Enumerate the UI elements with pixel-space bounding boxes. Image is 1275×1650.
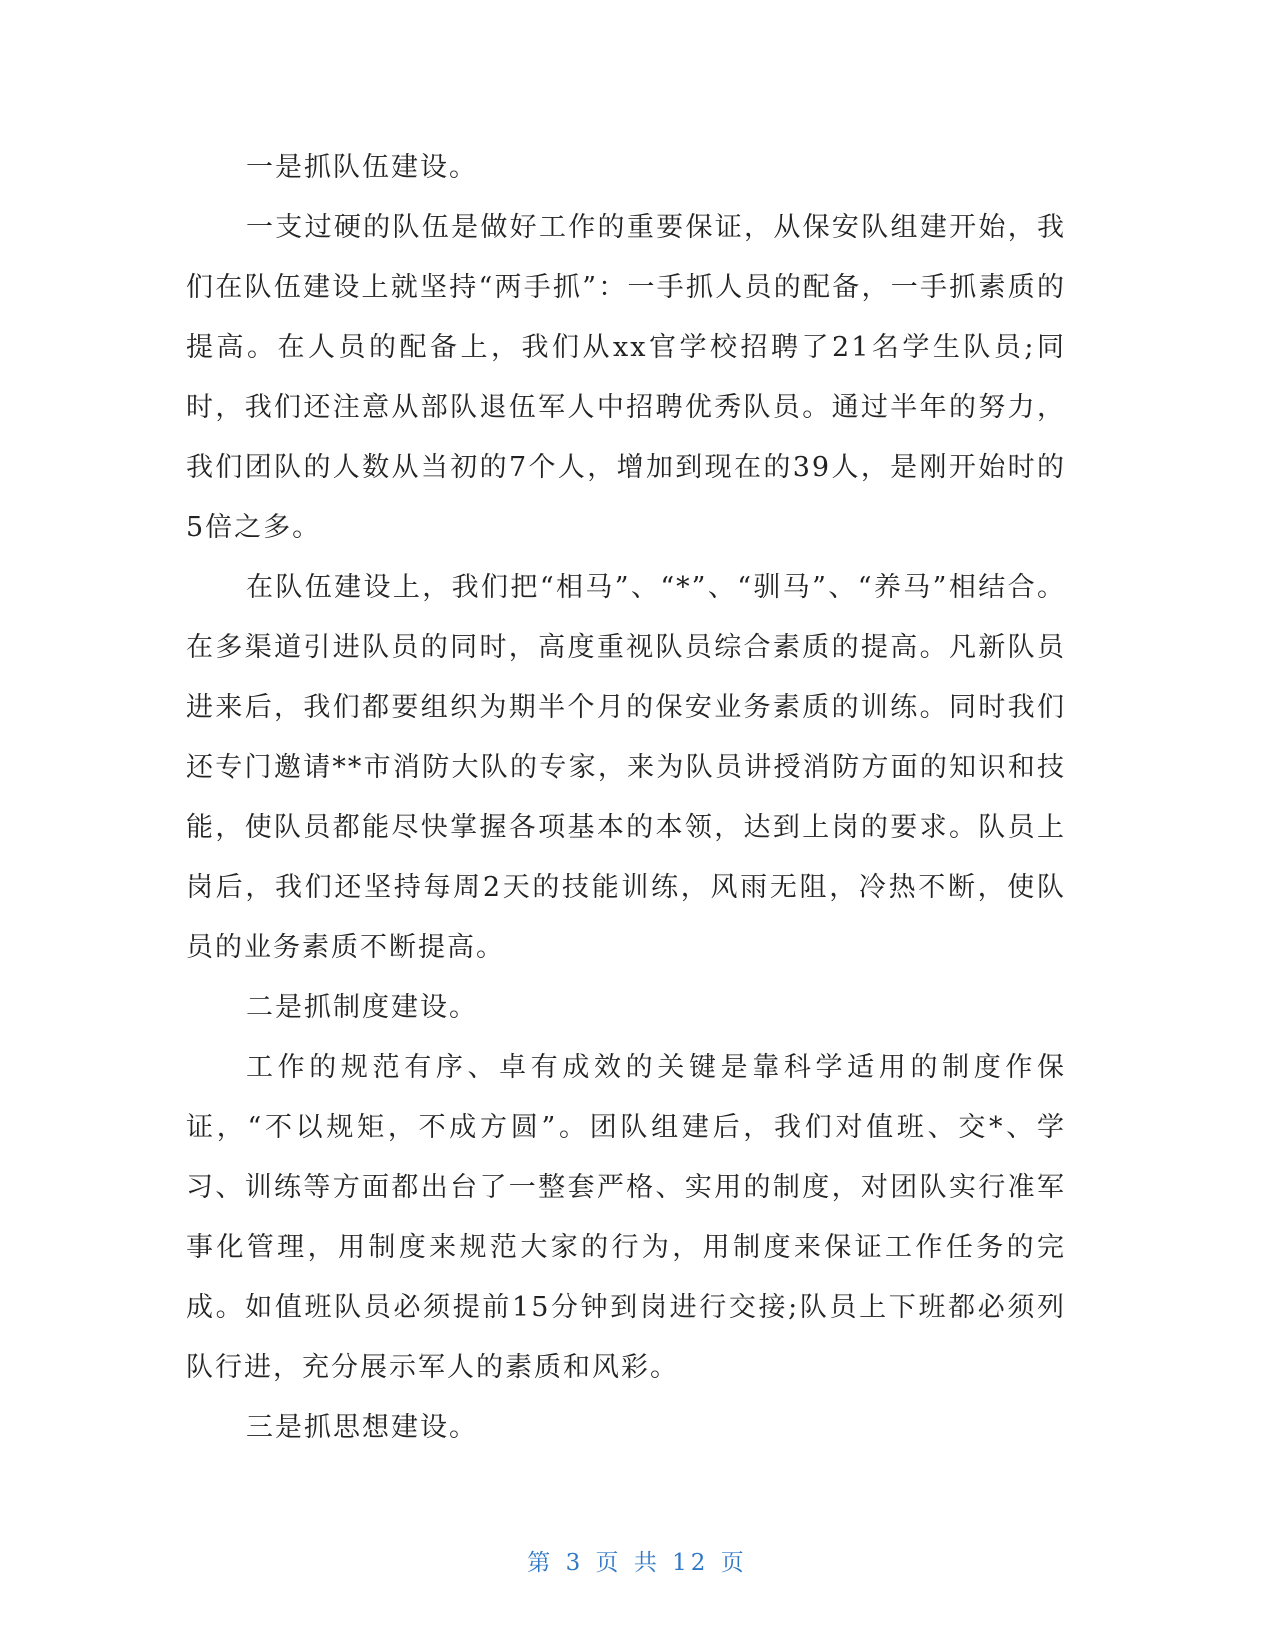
- paragraph-team-building: 一支过硬的队伍是做好工作的重要保证，从保安队组建开始，我们在队伍建设上就坚持“两手抓”：一手抓人员的配备，一手抓素质的提高。在人员的配备上，我们从xx官学校招聘了21名学生队员;同时，我们还注意从部队退伍军人中招聘优秀队员。通过半年的努力，我们团队的人数从当初的7个人，增加到现在的39人，是刚开始时的5倍之多。: [186, 212, 1066, 543]
- paragraph-team-training: 在队伍建设上，我们把“相马”、“*”、“驯马”、“养马”相结合。在多渠道引进队员的同时，高度重视队员综合素质的提高。凡新队员进来后，我们都要组织为期半个月的保安业务素质的训练。同时我们还专门邀请**市消防大队的专家，来为队员讲授消防方面的知识和技能，使队员都能尽快掌握各项基本的本领，达到上岗的要求。队员上岗后，我们还坚持每周2天的技能训练，风雨无阻，冷热不断，使队员的业务素质不断提高。: [186, 572, 1066, 963]
- section-heading-ideology: 三是抓思想建设。: [246, 1412, 478, 1443]
- section-heading-system: 二是抓制度建设。: [246, 992, 478, 1023]
- document-body: [186, 138, 1066, 1458]
- section-heading-team: 一是抓队伍建设。: [246, 152, 478, 183]
- paragraph-system-building: 工作的规范有序、卓有成效的关键是靠科学适用的制度作保证，“不以规矩，不成方圆”。团队组建后，我们对值班、交*、学习、训练等方面都出台了一整套严格、实用的制度，对团队实行准军事化管理，用制度来规范大家的行为，用制度来保证工作任务的完成。如值班队员必须提前15分钟到岗进行交接;队员上下班都必须列队行进，充分展示军人的素质和风彩。: [186, 1052, 1066, 1383]
- page-number-footer: 第 3 页 共 12 页: [527, 1550, 748, 1576]
